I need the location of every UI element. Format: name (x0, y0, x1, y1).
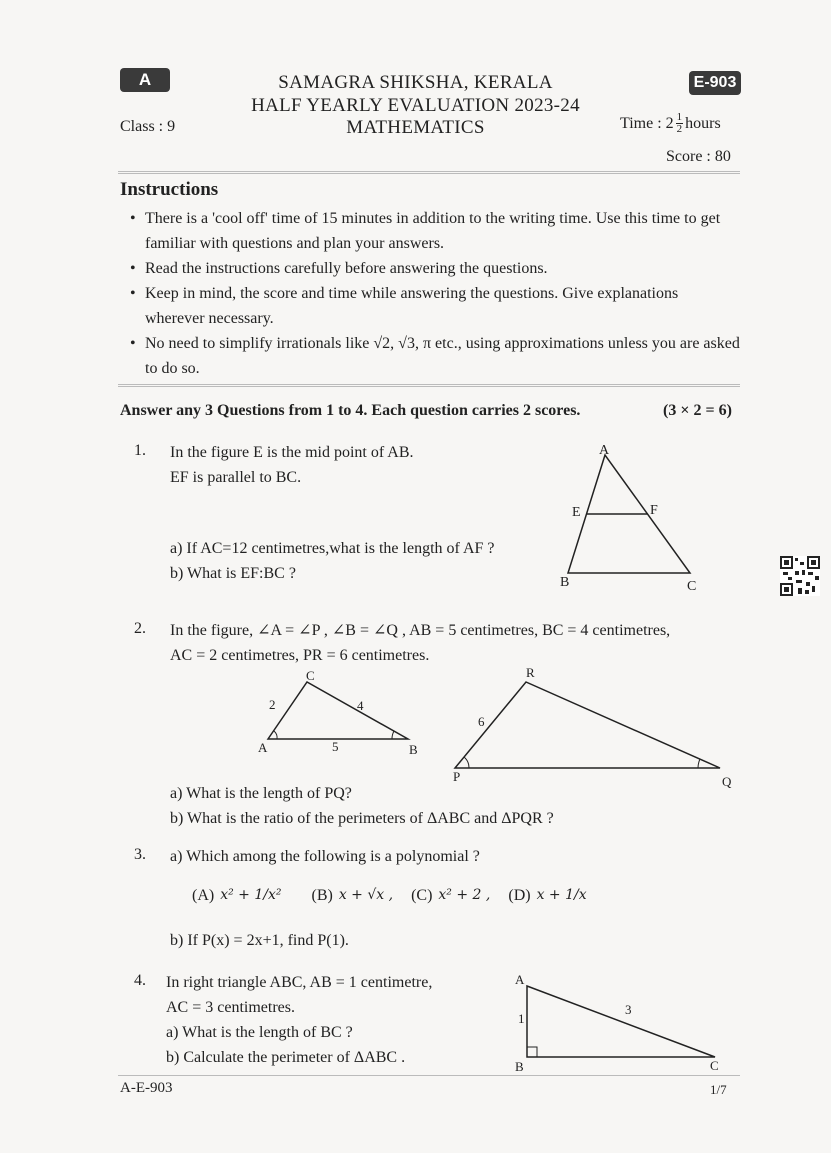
q2-angle-a-mark (274, 731, 277, 739)
q3-option-a-expr: x² + 1/x² (220, 887, 282, 903)
qr-code (780, 556, 820, 596)
q2-similar-triangles-figure (250, 668, 750, 793)
q2-label-a: A (258, 740, 268, 755)
time-suffix: hours (685, 114, 721, 132)
q2-side-pr: 6 (478, 714, 485, 729)
q1-line2: EF is parallel to BC. (170, 469, 302, 486)
q3-number: 3. (134, 846, 146, 863)
q1-number: 1. (134, 442, 146, 459)
exam-title: HALF YEARLY EVALUATION 2023-24 (251, 95, 580, 116)
q3-part-a: a) Which among the following is a polynomial ? (170, 848, 480, 865)
q2-line2: AC = 2 centimetres, PR = 6 centimetres. (170, 647, 430, 664)
q1-label-b: B (560, 575, 570, 590)
q2-side-ac: 2 (269, 697, 276, 712)
q1-label-e: E (572, 505, 581, 520)
instructions-title: Instructions (120, 179, 219, 200)
footer-code: A-E-903 (120, 1080, 173, 1096)
q3-option-c-label: (C) (411, 887, 433, 904)
q1-triangle-figure (550, 440, 720, 595)
q2-angle-p-mark (464, 757, 469, 768)
q2-side-ab: 5 (332, 739, 339, 754)
q2-number: 2. (134, 620, 146, 637)
q2-triangle-pqr (455, 682, 720, 768)
q2-side-bc: 4 (357, 698, 364, 713)
q4-part-b: b) Calculate the perimeter of ΔABC . (166, 1049, 406, 1066)
instruction-item: • No need to simplify irrationals like √2, √3, π etc., using approximations unless you are asked to do so. (120, 331, 740, 381)
q4-triangle-abc (527, 986, 715, 1057)
q2-part-a: a) What is the length of PQ? (170, 785, 352, 802)
org-name: SAMAGRA SHIKSHA, KERALA (278, 72, 553, 93)
q2-label-q: Q (722, 774, 732, 789)
q2-text (170, 618, 670, 668)
subject-title: MATHEMATICS (346, 117, 485, 138)
q2-part-b: b) What is the ratio of the perimeters of ΔABC and ΔPQR ? (170, 810, 554, 827)
q4-label-a: A (515, 972, 525, 987)
q3-option-c-expr: x² + 2 , (438, 887, 491, 903)
q4-side-ab: 1 (518, 1011, 525, 1026)
q2-angle-b-mark (392, 731, 394, 739)
q1-text (170, 440, 414, 490)
q4-right-angle-mark (527, 1047, 537, 1057)
q3-part-b: b) If P(x) = 2x+1, find P(1). (170, 932, 349, 949)
time-fraction-num: 1 (676, 111, 683, 123)
q4-label-c: C (710, 1058, 719, 1073)
footer-divider (118, 1075, 740, 1076)
section-marks: (3 × 2 = 6) (663, 402, 732, 419)
q2-label-p: P (453, 769, 461, 784)
q2-line1: In the figure, ∠A = ∠P , ∠B = ∠Q , AB = 5 centimetres, BC = 4 centimetres, (170, 622, 671, 639)
q4-part-a: a) What is the length of BC ? (166, 1024, 353, 1041)
q3-option-b-expr: x + √x , (338, 887, 394, 903)
q4-side-ac: 3 (625, 1002, 632, 1017)
q4-right-triangle-figure (505, 970, 735, 1075)
q1-part-a: a) If AC=12 centimetres,what is the length of AF ? (170, 540, 495, 557)
time-fraction (676, 112, 684, 135)
q3-option-a-label: (A) (192, 887, 215, 904)
instruction-item: • Keep in mind, the score and time while answering the questions. Give explanations wherever necessary. (120, 281, 740, 331)
q2-label-r: R (526, 668, 535, 680)
page-number: 1/7 (710, 1082, 727, 1097)
q4-number: 4. (134, 972, 146, 989)
q4-line1: In right triangle ABC, AB = 1 centimetre, (166, 974, 433, 991)
q3-option-b-label: (B) (311, 887, 333, 904)
q4-label-b: B (515, 1059, 524, 1074)
section-heading: Answer any 3 Questions from 1 to 4. Each question carries 2 scores. (120, 402, 581, 419)
set-badge: A (120, 68, 170, 92)
q1-label-c: C (687, 579, 697, 594)
q4-text (166, 970, 432, 1070)
q2-label-c: C (306, 668, 315, 683)
q2-triangle-abc (268, 682, 408, 739)
q1-label-a: A (599, 443, 610, 458)
time-fraction-den: 2 (676, 123, 683, 135)
header-divider (118, 171, 740, 174)
score-label: Score : 80 (666, 148, 731, 165)
q3-options (192, 883, 587, 908)
class-label: Class : 9 (120, 118, 176, 135)
q1-part-b: b) What is EF:BC ? (170, 565, 296, 582)
q3-option-d-expr: x + 1/x (536, 887, 587, 903)
instructions-divider (118, 384, 740, 387)
q1-parts (170, 536, 495, 586)
instruction-item: • There is a 'cool off' time of 15 minutes in addition to the writing time. Use this time to get familiar with questions and plan your answers. (120, 206, 740, 256)
instructions-list (120, 206, 740, 381)
q1-label-f: F (650, 503, 658, 518)
instruction-item: • Read the instructions carefully before answering the questions. (120, 256, 740, 281)
q2-label-b: B (409, 742, 418, 757)
q2-parts (170, 781, 554, 831)
time-prefix: Time : 2 (620, 114, 674, 132)
q1-line1: In the figure E is the mid point of AB. (170, 444, 414, 461)
time-label (620, 112, 721, 135)
paper-code-badge: E-903 (689, 71, 741, 95)
q2-angle-q-mark (698, 759, 700, 768)
q3-option-d-label: (D) (508, 887, 531, 904)
q4-line2: AC = 3 centimetres. (166, 999, 295, 1016)
